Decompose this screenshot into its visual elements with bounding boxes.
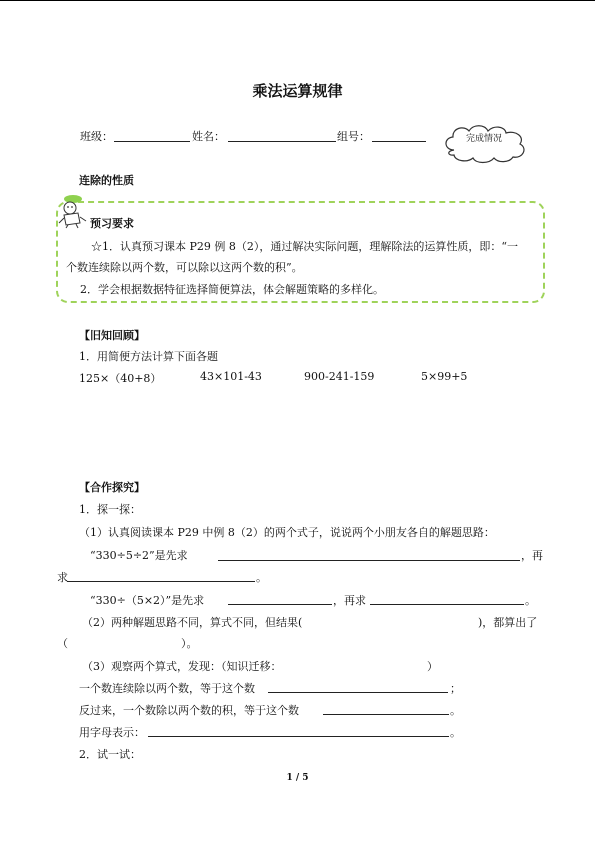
explore-line-2-end: 。 xyxy=(525,594,536,607)
preview-title: 预习要求 xyxy=(90,217,134,230)
rule-blank[interactable] xyxy=(268,692,448,693)
preview-item-1-line-1: ☆1．认真预习课本 P29 例 8（2），通过解决实际问题，理解除法的运算性质，即：“一 xyxy=(91,240,519,253)
explore-blank[interactable] xyxy=(370,604,524,605)
explore-paragraph-3-end: ） xyxy=(427,660,438,673)
reading-child-icon xyxy=(56,193,90,229)
review-expression: 125×（40+8） xyxy=(79,372,162,385)
completion-label: 完成情况 xyxy=(466,134,503,144)
explore-heading: 【合作探究】 xyxy=(79,481,145,494)
explore-paragraph-3: （3）观察两个算式，发现：（知识迁移： xyxy=(82,660,282,673)
rule-line-3-end: 。 xyxy=(450,726,461,739)
explore-paragraph-1: （1）认真阅读课本 P29 中例 8（2）的两个式子，说说两个小朋友各自的解题思路： xyxy=(79,526,495,539)
page-top-border xyxy=(0,0,595,1)
class-label: 班级： xyxy=(80,130,113,143)
explore-blank[interactable] xyxy=(228,604,332,605)
name-blank[interactable] xyxy=(228,141,336,142)
review-expression: 900-241-159 xyxy=(304,370,375,383)
explore-line-1-start: “330÷5÷2”是先求 xyxy=(90,549,188,562)
review-expression: 5×99+5 xyxy=(421,370,468,383)
explore-paragraph-2-start: （2）两种解题思路不同，算式不同，但结果( xyxy=(82,616,303,629)
explore-paragraph-2-cont: （ xyxy=(57,637,68,650)
group-label: 组号： xyxy=(337,130,370,143)
rule-line-2: 反过来，一个数除以两个数的积，等于这个数 xyxy=(79,704,299,717)
review-question-1: 1．用简便方法计算下面各题 xyxy=(79,350,218,363)
explore-paragraph-2-mid: )，都算出了 xyxy=(478,616,538,629)
section-title: 连除的性质 xyxy=(79,174,134,187)
rule-line-3: 用字母表示： xyxy=(79,726,145,739)
explore-paragraph-2-end: ）。 xyxy=(181,637,198,650)
review-heading: 【旧知回顾】 xyxy=(79,329,145,342)
group-blank[interactable] xyxy=(372,141,426,142)
rule-line-1: 一个数连续除以两个数，等于这个数 xyxy=(79,682,255,695)
explore-blank[interactable] xyxy=(67,581,255,582)
rule-blank[interactable] xyxy=(323,714,449,715)
explore-line-1-mid: ，再 xyxy=(521,549,543,562)
explore-line-2-mid: ，再求 xyxy=(333,594,366,607)
review-expression: 43×101-43 xyxy=(200,370,262,383)
preview-item-2: 2．学会根据数据特征选择简便算法，体会解题策略的多样化。 xyxy=(80,283,384,296)
rule-blank[interactable] xyxy=(148,736,449,737)
page-title: 乘法运算规律 xyxy=(252,82,343,100)
explore-question-1: 1．探一探： xyxy=(79,503,141,516)
rule-line-1-end: ； xyxy=(450,682,461,695)
explore-blank[interactable] xyxy=(218,560,520,561)
class-blank[interactable] xyxy=(114,141,190,142)
explore-question-2: 2．试一试： xyxy=(79,748,141,761)
name-label: 姓名： xyxy=(192,130,225,143)
rule-line-2-end: 。 xyxy=(450,704,461,717)
page-number: 1 / 5 xyxy=(286,773,309,783)
preview-item-1-line-2: 个数连续除以两个数，可以除以这两个数的积”。 xyxy=(66,261,303,274)
explore-line-1-end: 。 xyxy=(256,571,267,584)
explore-line-2-start: “330÷（5×2）”是先求 xyxy=(90,594,205,607)
explore-line-1-cont: 求 xyxy=(57,571,68,584)
